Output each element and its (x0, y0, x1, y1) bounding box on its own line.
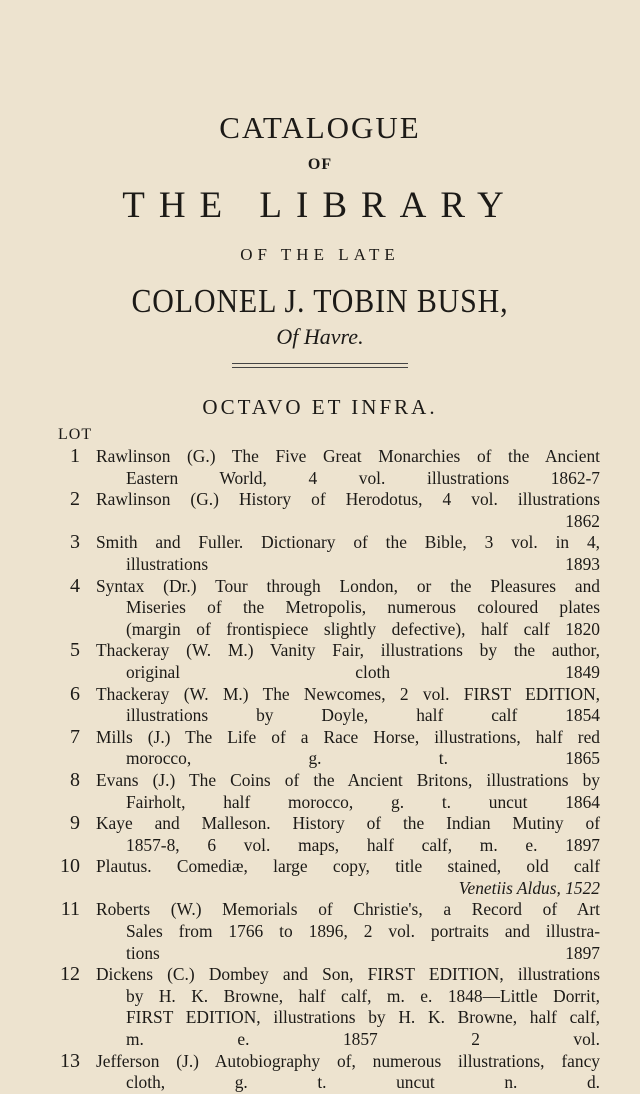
owner-name: COLONEL J. TOBIN BUSH, (131, 283, 509, 320)
entry-line: (margin of frontispiece slightly defective), half calf 1820 (126, 618, 600, 639)
entry-line: by H. K. Browne, half calf, m. e. 1848—Little Dorrit, (126, 985, 600, 1006)
entry-line: Venetiis Aldus, 1522 (458, 877, 600, 898)
lot-number: 2 (70, 488, 80, 511)
entry-line: 1857-8, 6 vol. maps, half calf, m. e. 1897 (126, 834, 600, 855)
entry-line: 1862 (565, 510, 600, 531)
entry-line: Miseries of the Metropolis, numerous coloured plates (126, 597, 600, 618)
entry-line: tions 1897 (126, 942, 600, 963)
entry-line: Kaye and Malleson. History of the Indian Mutiny of (96, 813, 600, 834)
entry-line: illustrations by Doyle, half calf 1854 (126, 705, 600, 726)
lot-number: 5 (70, 639, 80, 662)
owner-place: Of Havre. (276, 324, 364, 349)
entry-line: Rawlinson (G.) The Five Great Monarchies of the Ancient (96, 446, 600, 466)
lot-number: 12 (60, 963, 80, 986)
entry-line: Thackeray (W. M.) The Newcomes, 2 vol. FIRST EDITION, (96, 683, 600, 704)
entry-line: FIRST EDITION, illustrations by H. K. Browne, half calf, (126, 1007, 600, 1028)
lot-entry (40, 446, 600, 489)
lot-number: 11 (60, 898, 80, 921)
lot-entry (40, 964, 600, 1050)
lot-column-label: LOT (58, 426, 93, 443)
entry-line: illustrations 1893 (126, 553, 600, 574)
entry-line: Mills (J.) The Life of a Race Horse, illustrations, half red (96, 726, 600, 747)
entry-line: original cloth 1849 (126, 661, 600, 682)
entry-line: Fairholt, half morocco, g. t. uncut 1864 (126, 791, 600, 812)
lot-entry (40, 770, 600, 813)
entry-line: Sales from 1766 to 1896, 2 vol. portraits and illustra- (126, 921, 600, 942)
lot-entry (40, 576, 600, 641)
lot-entry (40, 532, 600, 575)
lot-entry (40, 489, 600, 532)
lot-number: 3 (70, 531, 80, 554)
entry-line: Plautus. Comediæ, large copy, title stained, old calf (96, 856, 600, 877)
title-of: OF (307, 156, 333, 173)
catalogue-title: CATALOGUE (219, 110, 421, 145)
lot-number: 4 (70, 574, 80, 597)
lot-entry (40, 1051, 600, 1094)
entry-line: Dickens (C.) Dombey and Son, FIRST EDITION, illustrations (96, 964, 600, 985)
title-of-the-late: OF THE LATE (240, 245, 400, 264)
lot-entry (40, 813, 600, 856)
title-library: THE LIBRARY (122, 185, 518, 226)
lot-number: 7 (70, 725, 80, 748)
lot-number: 9 (70, 812, 80, 835)
divider-rule (232, 363, 408, 364)
entry-line: Roberts (W.) Memorials of Christie's, a Record of Art (96, 899, 600, 920)
lot-number: 13 (60, 1049, 80, 1072)
lot-entry (40, 684, 600, 727)
lot-entry (40, 899, 600, 964)
entry-line: cloth, g. t. uncut n. d. (126, 1072, 600, 1093)
lot-entry (40, 856, 600, 899)
divider-rule (232, 367, 408, 368)
entry-line: Syntax (Dr.) Tour through London, or the Pleasures and (96, 575, 600, 596)
lot-number: 10 (60, 855, 80, 878)
lot-number: 8 (70, 768, 80, 791)
lot-entry (40, 727, 600, 770)
entry-line: m. e. 1857 2 vol. (126, 1029, 600, 1050)
entry-line: morocco, g. t. 1865 (126, 748, 600, 769)
section-heading: OCTAVO ET INFRA. (202, 395, 438, 419)
lot-list (40, 446, 600, 1094)
entry-line: Jefferson (J.) Autobiography of, numerous illustrations, fancy (96, 1050, 600, 1071)
lot-entry (40, 640, 600, 683)
entry-line: Evans (J.) The Coins of the Ancient Britons, illustrations by (96, 769, 600, 790)
entry-line: Thackeray (W. M.) Vanity Fair, illustrations by the author, (96, 640, 600, 661)
lot-number: 6 (70, 682, 80, 705)
entry-line: Eastern World, 4 vol. illustrations 1862-7 (126, 467, 600, 488)
entry-line: Rawlinson (G.) History of Herodotus, 4 vol. illustrations (96, 489, 600, 510)
entry-line: Smith and Fuller. Dictionary of the Bible, 3 vol. in 4, (96, 532, 600, 553)
lot-number: 1 (70, 445, 80, 467)
